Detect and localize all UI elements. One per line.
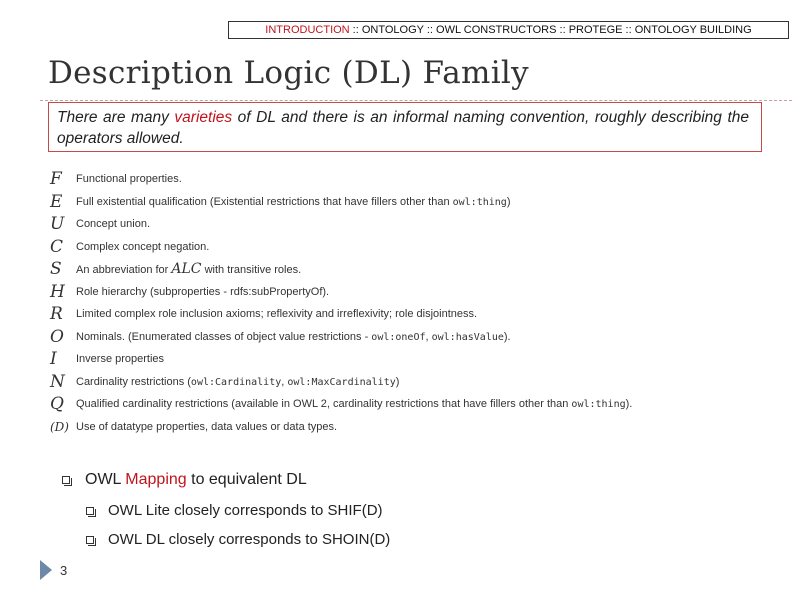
dl-symbol: F bbox=[50, 169, 62, 189]
dl-symbol: I bbox=[50, 349, 57, 369]
description-text: ) bbox=[395, 375, 400, 388]
dl-symbol: S bbox=[50, 259, 62, 279]
description-text: Complex concept negation. bbox=[76, 240, 210, 253]
bullet-owl-mapping: OWL Mapping to equivalent DL bbox=[85, 471, 307, 488]
code-term: owl:Cardinality bbox=[190, 376, 282, 388]
code-term: owl:MaxCardinality bbox=[287, 376, 396, 388]
dl-symbol: C bbox=[50, 236, 64, 257]
description-text: Role hierarchy (subproperties - rdfs:subPropertyOf). bbox=[76, 285, 330, 298]
code-term: owl:thing bbox=[571, 399, 626, 410]
sub-bullet-owl-dl: OWL DL closely corresponds to SHOIN(D) bbox=[108, 531, 391, 548]
nav-owl-constructors[interactable]: OWL CONSTRUCTORS bbox=[436, 24, 557, 36]
description-text: , bbox=[281, 375, 288, 388]
callout-box bbox=[48, 102, 762, 152]
nav-protege[interactable]: PROTEGE bbox=[568, 24, 623, 36]
dl-description bbox=[76, 194, 510, 211]
nav-ontology-building[interactable]: ONTOLOGY BUILDING bbox=[634, 24, 752, 36]
dl-description bbox=[76, 374, 399, 391]
title-divider bbox=[40, 100, 792, 101]
description-text: Functional properties. bbox=[76, 173, 182, 185]
square-bullet-icon bbox=[62, 476, 70, 484]
dl-symbol: O bbox=[50, 326, 64, 347]
dl-description bbox=[76, 216, 150, 232]
callout-text: of DL and there is an informal naming convention, roughly describing the operators allowed. bbox=[57, 109, 749, 147]
dl-description bbox=[76, 239, 209, 255]
dl-description bbox=[76, 261, 301, 278]
callout-highlight: varieties bbox=[174, 109, 233, 126]
dl-symbol: R bbox=[50, 304, 63, 324]
nav-separator: :: bbox=[622, 24, 635, 36]
alc-term: ALC bbox=[171, 261, 202, 277]
description-text: Inverse properties bbox=[76, 353, 165, 365]
description-text: Full existential qualification (Existential restrictions that have fillers other than bbox=[76, 195, 453, 208]
square-bullet-icon bbox=[86, 536, 94, 544]
description-text: ) bbox=[506, 195, 511, 208]
description-text: Limited complex role inclusion axioms; reflexivity and irreflexivity; role disjointness. bbox=[76, 308, 478, 320]
dl-description bbox=[76, 329, 511, 346]
dl-symbol: H bbox=[50, 281, 65, 302]
description-text: An abbreviation for bbox=[76, 264, 172, 276]
nav-separator: :: bbox=[349, 24, 362, 36]
dl-symbol: (D) bbox=[50, 419, 69, 434]
description-text: Concept union. bbox=[76, 218, 150, 230]
dl-symbol: N bbox=[50, 371, 65, 392]
square-bullet-icon bbox=[86, 507, 94, 515]
slide-title: Description Logic (DL) Family bbox=[48, 55, 529, 91]
dl-symbol: U bbox=[50, 214, 65, 234]
description-text: Nominals. (Enumerated classes of object value restrictions - bbox=[76, 330, 372, 343]
page-number: 3 bbox=[60, 563, 68, 578]
nav-separator: :: bbox=[556, 24, 569, 36]
nav-ontology[interactable]: ONTOLOGY bbox=[361, 24, 424, 36]
dl-description bbox=[76, 171, 182, 187]
nav-introduction[interactable]: INTRODUCTION bbox=[265, 24, 350, 36]
description-text: , bbox=[425, 330, 432, 343]
description-text: Use of datatype properties, data values or data types. bbox=[76, 420, 338, 433]
description-text: ). bbox=[625, 398, 633, 410]
callout-text: There are many bbox=[57, 109, 175, 126]
dl-description bbox=[76, 306, 477, 322]
dl-description bbox=[76, 396, 632, 413]
description-text: Qualified cardinality restrictions (available in OWL 2, cardinality restrictions that have fillers other than bbox=[76, 398, 572, 410]
code-term: owl:oneOf bbox=[371, 331, 426, 343]
mapping-highlight: Mapping bbox=[125, 471, 187, 488]
description-text: Cardinality restrictions ( bbox=[76, 375, 191, 388]
description-text: ). bbox=[503, 330, 511, 343]
nav-separator: :: bbox=[423, 24, 437, 36]
dl-symbol: Q bbox=[50, 394, 64, 414]
dl-symbol: E bbox=[50, 191, 63, 212]
dl-description bbox=[76, 351, 164, 367]
breadcrumb-nav bbox=[228, 21, 789, 39]
description-text: with transitive roles. bbox=[201, 264, 302, 276]
sub-bullet-owl-lite: OWL Lite closely corresponds to SHIF(D) bbox=[108, 502, 383, 519]
dl-description bbox=[76, 419, 337, 435]
code-term: owl:thing bbox=[452, 196, 507, 208]
code-term: owl:hasValue bbox=[431, 331, 504, 343]
footer-arrow-icon bbox=[40, 560, 52, 580]
dl-description bbox=[76, 284, 329, 300]
